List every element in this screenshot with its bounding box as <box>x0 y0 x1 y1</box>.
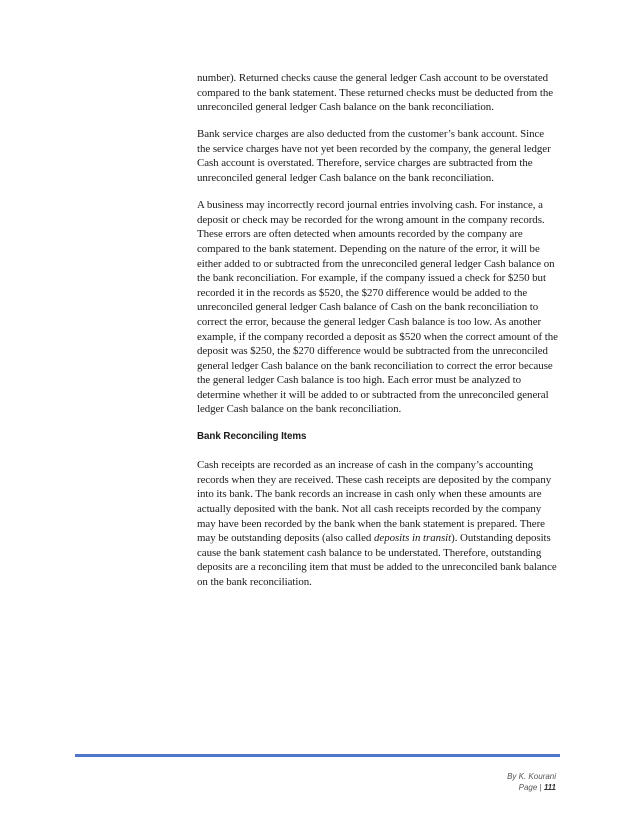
paragraph-text-start: Cash receipts are recorded as an increase of cash in the company’s accounting records when they are received. These cash receipts are deposited by the company into its bank. The bank records an increase in cash only when these amounts are actually deposited with the bank. Not all cash receipts recorded by the company may have been recorded by the bank when the bank statement is prepared. There may be outstanding deposits (also called <box>197 459 552 545</box>
paragraph-recording-errors: A business may incorrectly record journal entries involving cash. For instance, a deposit or check may be recorded for the wrong amount in the company records. These errors are often detected when amounts recorded by the company are compared to the bank statement. Depending on the nature of the error, it will be either added to or subtracted from the unreconciled general ledger Cash balance on the bank reconciliation. For example, if the company issued a check for $250 but recorded it in the records as $520, the $270 difference would be added to the unreconciled general ledger Cash balance of Cash on the bank reconciliation to correct the error, because the general ledger Cash balance is too low. As another example, if the company recorded a deposit as $520 when the correct amount of the deposit was $250, the $270 difference would be subtracted from the unreconciled general ledger Cash balance on the bank reconciliation to correct the error because the general ledger Cash balance is too high. Each error must be analyzed to determine whether it will be added to or subtracted from the unreconciled general ledger Cash balance on the bank reconciliation. <box>197 199 558 416</box>
footer-rule <box>75 754 560 757</box>
paragraph-outstanding-deposits <box>197 458 559 589</box>
italic-term: deposits in transit <box>374 532 452 545</box>
footer-page <box>507 782 556 793</box>
paragraph-service-charges: Bank service charges are also deducted from the customer’s bank account. Since the service charges have not yet been recorded by the company, the general ledger Cash account is overstated. Therefore, service charges are subtracted from the unreconciled general ledger Cash balance on the bank reconciliation. <box>197 128 551 185</box>
page-number: 111 <box>543 783 556 792</box>
page-footer <box>507 771 556 793</box>
paragraph-text-end: ). Outstanding deposits cause the bank statement cash balance to be understated. Therefore, outstanding deposits are a reconciling item that must be added to the unreconciled bank balance on the bank reconciliation. <box>197 532 557 588</box>
page-body <box>197 71 559 602</box>
paragraph-returned-checks: number). Returned checks cause the general ledger Cash account to be overstated compared to the bank statement. These returned checks must be deducted from the unreconciled general ledger Cash balance on the bank reconciliation. <box>197 72 554 114</box>
section-heading: Bank Reconciling Items <box>197 430 307 442</box>
footer-author: By K. Kourani <box>507 772 556 781</box>
page-label: Page | <box>518 783 544 792</box>
